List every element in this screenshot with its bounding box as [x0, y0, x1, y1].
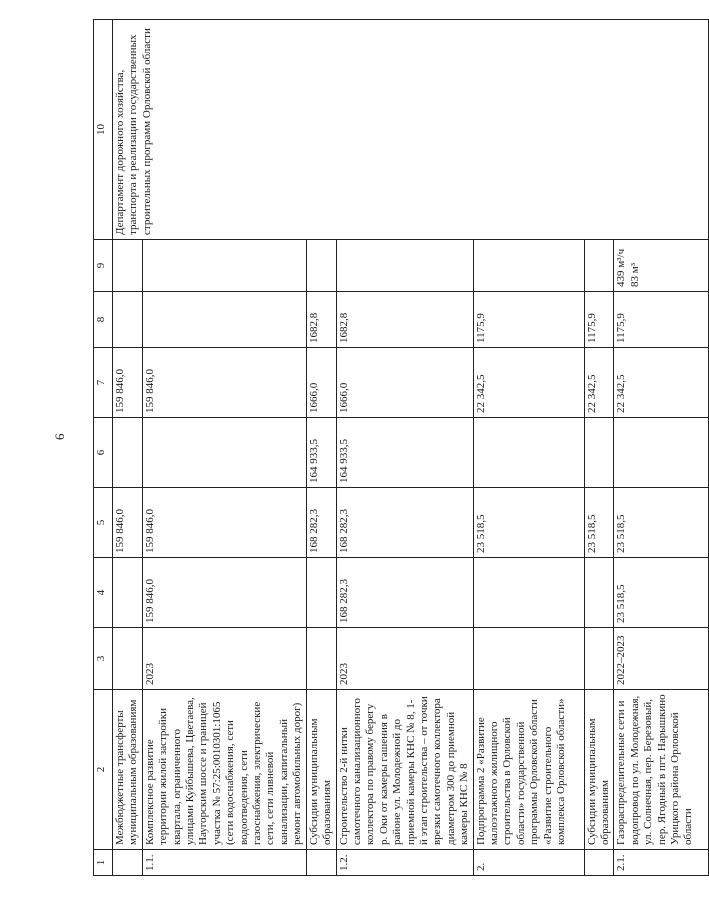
row-federal [473, 418, 584, 488]
row-cost: 168 282,3 [336, 558, 473, 628]
row-capacity [306, 240, 336, 292]
row-cost [584, 558, 614, 628]
row-capacity: 439 м³/ч 83 м³ [614, 240, 709, 292]
row-regional: 22 342,5 [584, 348, 614, 418]
row-federal [614, 418, 709, 488]
row-regional: 1666,0 [306, 348, 336, 418]
row-regional: 159 846,0 [142, 348, 306, 418]
row-federal: 164 933,5 [336, 418, 473, 488]
row-number: 2. [473, 850, 584, 876]
row-federal [584, 418, 614, 488]
header-cell: 4 [94, 558, 113, 628]
row-federal [142, 418, 306, 488]
row-total: 23 518,5 [473, 488, 584, 558]
row-capacity [584, 240, 614, 292]
row-period [306, 628, 336, 690]
row-local [113, 292, 143, 348]
row-period [584, 628, 614, 690]
row-local: 1682,8 [336, 292, 473, 348]
row-federal [113, 418, 143, 488]
row-name: Газораспределительные сети и водопровод по ул. Молодежная, ул. Солнечная, пер. Березовый, пер. Ягодный в пгт. Нарышкино Урицкого района Орловской области [614, 690, 709, 850]
row-total: 159 846,0 [142, 488, 306, 558]
header-cell: 3 [94, 628, 113, 690]
row-period [473, 628, 584, 690]
row-period: 2023 [336, 628, 473, 690]
row-cost: 159 846,0 [142, 558, 306, 628]
row-cost [473, 558, 584, 628]
row-name: Строительство 2-й нитки самотечного канализационного коллектора по правому берегу р. Оки от камеры гашения в районе ул. Молодежной до приемной камеры КНС № 8, 1-й этап строительства – от точки врезки самотечного коллектора диаметром 300 до приемной камеры КНС № 8 [336, 690, 473, 850]
row-regional: 1666,0 [336, 348, 473, 418]
row-federal: 164 933,5 [306, 418, 336, 488]
row-total: 168 282,3 [306, 488, 336, 558]
header-cell: 6 [94, 418, 113, 488]
row-cost [306, 558, 336, 628]
row-name: Комплексное развитие территории жилой застройки квартала, ограниченного улицами Куйбышева, Цветаева, Наугорским шоссе и границей участка № 57:25:0010301:1065 (сети водоснабжения, сети водоотведения, сети газоснабжения, электрические сети, сети ливневой канализации, капитальный ремонт автомобильных дорог) [142, 690, 306, 850]
row-local: 1682,8 [306, 292, 336, 348]
row-number [113, 850, 143, 876]
row-capacity [336, 240, 473, 292]
header-cell: 5 [94, 488, 113, 558]
header-cell: 2 [94, 690, 113, 850]
row-cost: 23 518,5 [614, 558, 709, 628]
row-regional: 22 342,5 [614, 348, 709, 418]
row-local [142, 292, 306, 348]
row-number: 2.1. [614, 850, 709, 876]
row-number [584, 850, 614, 876]
row-number: 1.2. [336, 850, 473, 876]
responsible-department: Департамент дорожного хозяйства, транспорта и реализации государственных строительных программ Орловской области [113, 20, 709, 240]
row-local: 1175,9 [584, 292, 614, 348]
row-number [306, 850, 336, 876]
row-period: 2022–2023 [614, 628, 709, 690]
row-regional: 22 342,5 [473, 348, 584, 418]
row-name: Субсидии муниципальным образованиям [584, 690, 614, 850]
rotated-table-container [93, 20, 695, 876]
row-period: 2023 [142, 628, 306, 690]
row-name: Подпрограмма 2 «Развитие малоэтажного жилищного строительства в Орловской области» государственной программы Орловской области «Развитие строительного комплекса Орловской области» [473, 690, 584, 850]
row-capacity [142, 240, 306, 292]
header-row [94, 20, 113, 876]
row-total: 159 846,0 [113, 488, 143, 558]
header-cell: 8 [94, 292, 113, 348]
row-local: 1175,9 [614, 292, 709, 348]
header-cell: 9 [94, 240, 113, 292]
table-row [113, 20, 143, 876]
row-local: 1175,9 [473, 292, 584, 348]
header-cell: 1 [94, 850, 113, 876]
row-capacity [473, 240, 584, 292]
row-name: Субсидии муниципальным образованиям [306, 690, 336, 850]
header-cell: 7 [94, 348, 113, 418]
row-period [113, 628, 143, 690]
row-regional: 159 846,0 [113, 348, 143, 418]
row-name: Межбюджетные трансферты муниципальным образованиям [113, 690, 143, 850]
row-total: 23 518,5 [614, 488, 709, 558]
header-cell: 10 [94, 20, 113, 240]
page-number: 6 [52, 433, 67, 440]
row-total: 23 518,5 [584, 488, 614, 558]
row-capacity [113, 240, 143, 292]
row-total: 168 282,3 [336, 488, 473, 558]
row-number: 1.1. [142, 850, 306, 876]
data-table [93, 19, 709, 876]
row-cost [113, 558, 143, 628]
